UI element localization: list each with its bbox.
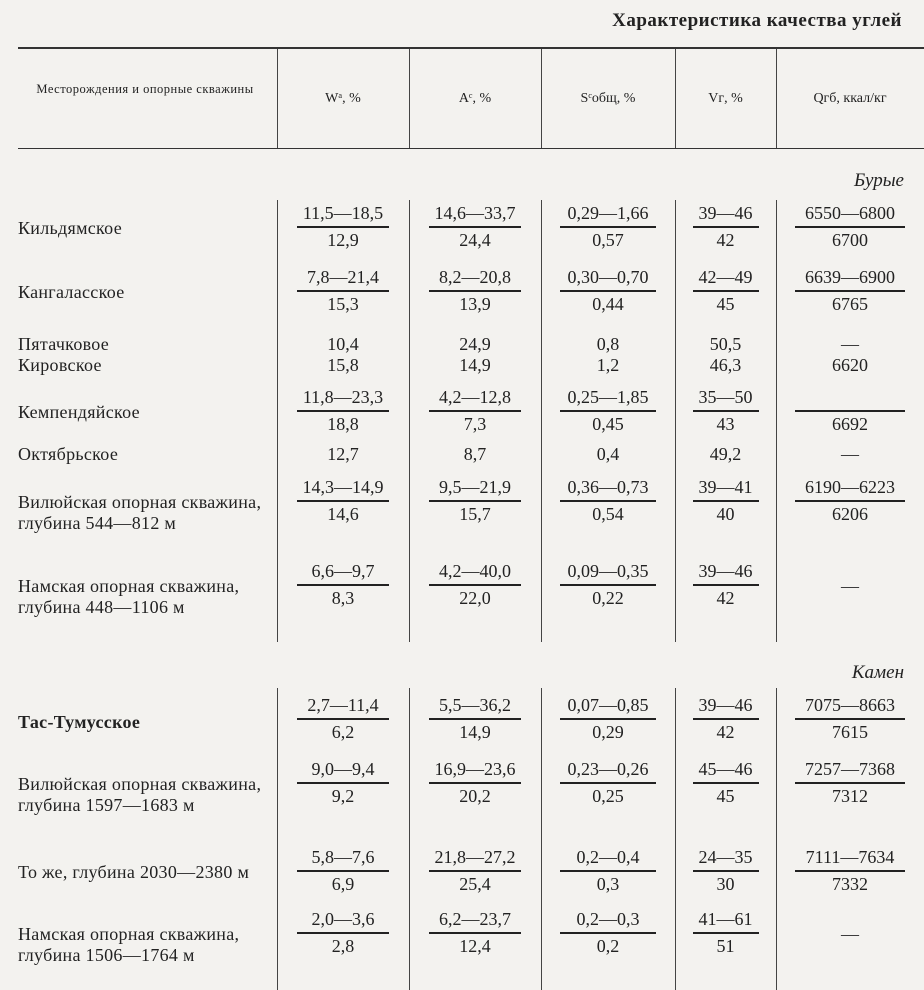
cell-value: 6620 [832,355,868,375]
row-name: Кемпендяйское [18,402,140,422]
header-top-rule [18,47,924,49]
cell-a [409,202,541,251]
cell-mean: 0,57 [592,229,624,250]
cell-value: 10,4 [327,334,359,354]
cell-range: 6639—6900 [805,267,895,287]
cell-range: 7075—8663 [805,695,895,715]
row-name: Кильдямское [18,218,122,238]
cell-w [277,334,409,355]
cell-range: 0,29—1,66 [567,203,649,223]
cell-range: 2,0—3,6 [311,909,375,929]
cell-s [541,202,675,251]
row-name: Кангаласское [18,282,125,302]
cell-w [277,266,409,315]
cell-s [541,476,675,525]
cell-range: 0,30—0,70 [567,267,649,287]
cell-mean: 2,8 [331,935,355,956]
cell-w [277,476,409,525]
cell-value: 15,8 [327,355,359,375]
cell-range: 5,5—36,2 [439,695,511,715]
cell-q [776,476,924,525]
cell-value: 0,8 [596,334,620,354]
cell-mean: 6,9 [331,873,355,894]
cell-range: 39—46 [698,695,753,715]
cell-v [675,355,776,376]
cell-range: 6,2—23,7 [439,909,511,929]
cell-s [541,758,675,807]
cell-value: 6692 [832,413,868,434]
cell-value: — [841,924,859,944]
cell-range: 9,5—21,9 [439,477,511,497]
cell-v [675,386,776,435]
cell-mean: 0,45 [592,413,624,434]
cell-value: 8,7 [463,444,487,464]
cell-mean: 18,8 [327,413,359,434]
cell-range: 0,2—0,3 [576,909,640,929]
row-name: Тас-Тумусское [18,712,141,732]
cell-mean: 42 [716,721,735,742]
cell-v [675,758,776,807]
cell-value: 12,7 [327,444,359,464]
header-w: Wᵃ, % [325,91,361,106]
cell-s [541,908,675,957]
cell-range: 6,6—9,7 [311,561,375,581]
cell-mean: 9,2 [331,785,355,806]
cell-s [541,560,675,609]
cell-range: 0,2—0,4 [576,847,640,867]
cell-q [776,694,924,743]
header-a: Aᶜ, % [458,91,492,106]
cell-mean: 40 [716,503,735,524]
cell-w [277,355,409,376]
cell-range: 45—46 [698,759,753,779]
row-name: Намская опорная скважина, глубина 1506—1764 м [18,924,240,965]
cell-w [277,908,409,957]
cell-mean: 7615 [832,721,868,742]
cell-s [541,386,675,435]
cell-mean: 0,44 [592,293,624,314]
row-name: Октябрьское [18,444,119,464]
cell-range: 11,5—18,5 [302,203,384,223]
cell-mean: 7332 [832,873,868,894]
cell-w [277,846,409,895]
row-name: Намская опорная скважина, глубина 448—1106 м [18,576,240,617]
cell-value: 24,9 [459,334,491,354]
cell-q [776,444,924,465]
cell-range: 24—35 [698,847,753,867]
cell-range: 7,8—21,4 [307,267,379,287]
cell-q [776,410,924,435]
cell-v [675,266,776,315]
cell-q [776,758,924,807]
cell-range: 42—49 [698,267,753,287]
cell-mean: 14,6 [327,503,359,524]
cell-value: — [841,444,859,464]
cell-value: 46,3 [709,355,742,375]
cell-a [409,758,541,807]
cell-v [675,694,776,743]
cell-s [541,355,675,376]
cell-a [409,386,541,435]
cell-mean: 22,0 [459,587,491,608]
cell-mean: 43 [716,413,735,434]
cell-mean: 20,2 [459,785,491,806]
cell-range: 9,0—9,4 [311,759,375,779]
cell-q [776,266,924,315]
row-name: Вилюйская опорная скважина, глубина 1597—1683 м [18,774,262,815]
cell-w [277,694,409,743]
fraction-bar [795,410,905,412]
cell-mean: 6765 [832,293,868,314]
header-s: Sᶜобщ, % [580,91,636,106]
header-q: Qᴦб, ккал/кг [813,91,887,106]
row-name: То же, глубина 2030—2380 м [18,862,250,882]
cell-value: — [841,576,859,596]
cell-value: 1,2 [596,355,620,375]
cell-a [409,334,541,355]
cell-v [675,476,776,525]
cell-q [776,355,924,376]
cell-s [541,694,675,743]
cell-mean: 42 [716,229,735,250]
header-v: Vᴦ, % [708,91,743,106]
cell-a [409,908,541,957]
cell-range: 39—41 [698,477,753,497]
cell-mean: 0,29 [592,721,624,742]
cell-range: 0,23—0,26 [567,759,649,779]
cell-mean: 8,3 [331,587,355,608]
cell-mean: 0,22 [592,587,624,608]
cell-range: 41—61 [698,909,753,929]
cell-a [409,266,541,315]
cell-value: 49,2 [709,444,742,464]
cell-mean: 30 [716,873,735,894]
cell-v [675,202,776,251]
cell-mean: 0,3 [596,873,620,894]
cell-mean: 24,4 [459,229,491,250]
row-name: Кировское [18,355,102,375]
cell-mean: 13,9 [459,293,491,314]
cell-mean: 6,2 [331,721,355,742]
cell-mean: 7,3 [463,413,487,434]
cell-range: 5,8—7,6 [311,847,375,867]
cell-mean: 45 [716,293,735,314]
cell-range: 8,2—20,8 [439,267,511,287]
cell-mean: 25,4 [459,873,491,894]
header-deposit: Месторождения и опорные скважины [36,82,254,96]
cell-s [541,846,675,895]
row-name: Пятачковое [18,334,110,354]
cell-mean: 0,25 [592,785,624,806]
cell-a [409,694,541,743]
cell-mean: 15,7 [459,503,491,524]
cell-v [675,560,776,609]
cell-mean: 0,2 [596,935,620,956]
cell-range: 11,8—23,3 [302,387,384,407]
cell-q [776,846,924,895]
cell-mean: 0,54 [592,503,624,524]
cell-value: 14,9 [459,355,491,375]
cell-w [277,202,409,251]
cell-w [277,560,409,609]
cell-a [409,560,541,609]
cell-range: 4,2—40,0 [439,561,511,581]
cell-s [541,444,675,465]
cell-s [541,266,675,315]
cell-range: 0,36—0,73 [567,477,649,497]
cell-mean: 6700 [832,229,868,250]
section-brown: Бурые [854,170,904,191]
cell-mean: 12,4 [459,935,491,956]
cell-range: 14,6—33,7 [434,203,516,223]
cell-value: — [841,334,859,354]
cell-w [277,758,409,807]
cell-mean: 45 [716,785,735,806]
cell-q [776,924,924,945]
cell-mean: 51 [716,935,735,956]
cell-mean: 15,3 [327,293,359,314]
cell-a [409,355,541,376]
cell-q [776,202,924,251]
cell-value: 50,5 [709,334,742,354]
cell-range: 0,07—0,85 [567,695,649,715]
cell-mean: 7312 [832,785,868,806]
cell-range: 6550—6800 [805,203,895,223]
header-bottom-rule [18,148,924,149]
cell-range: 7257—7368 [805,759,895,779]
cell-w [277,386,409,435]
cell-range: 0,09—0,35 [567,561,649,581]
cell-a [409,846,541,895]
cell-range: 0,25—1,85 [567,387,649,407]
cell-v [675,334,776,355]
cell-range: 39—46 [698,561,753,581]
page-title: Характеристика качества углей [612,10,902,31]
cell-range: 6190—6223 [805,477,895,497]
cell-mean: 42 [716,587,735,608]
cell-range: 35—50 [698,387,753,407]
cell-range: 14,3—14,9 [302,477,384,497]
cell-range: 4,2—12,8 [439,387,511,407]
cell-mean: 12,9 [327,229,359,250]
cell-s [541,334,675,355]
cell-a [409,476,541,525]
cell-v [675,846,776,895]
row-name: Вилюйская опорная скважина, глубина 544—812 м [18,492,262,533]
cell-mean: 14,9 [459,721,491,742]
cell-range: 16,9—23,6 [434,759,516,779]
cell-range: 2,7—11,4 [307,695,379,715]
cell-v [675,908,776,957]
cell-value: 0,4 [596,444,620,464]
cell-q [776,334,924,355]
cell-a [409,444,541,465]
cell-range: 7111—7634 [805,847,895,867]
cell-mean: 6206 [832,503,868,524]
cell-q [776,576,924,597]
cell-w [277,444,409,465]
cell-range: 39—46 [698,203,753,223]
cell-v [675,444,776,465]
section-hard: Камен [851,662,904,683]
cell-range: 21,8—27,2 [434,847,516,867]
